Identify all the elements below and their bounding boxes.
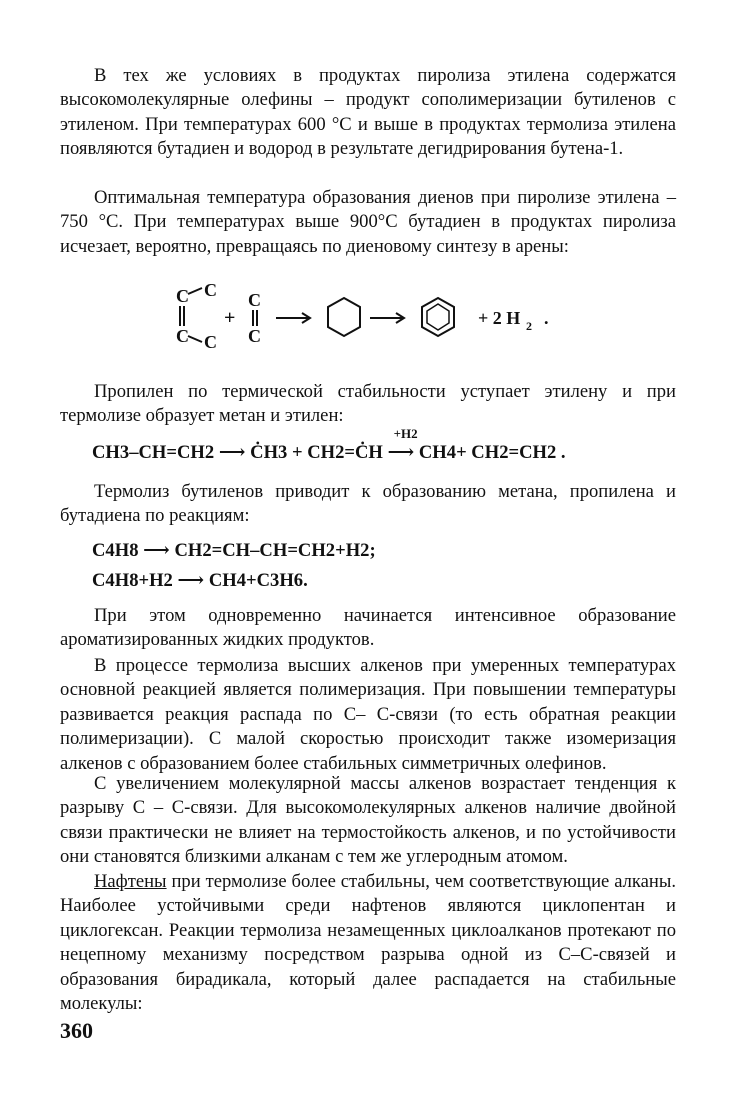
paragraph-2: Оптимальная температура образования диенов при пиролизе этилена – 750 °С. При температурах выше 900°С бутадиен в продуктах пиролиза исчезает, вероятно, превращаясь по диеновому синтезу в арены: (60, 187, 676, 257)
eq1-right: CH4+ CH2=CH2 . (418, 442, 566, 463)
paragraph-3: Пропилен по термической стабильности уступает этилену и при термолизе образует метан и этилен: (60, 381, 676, 427)
eq1-arrow-with-condition (387, 426, 418, 464)
equation-3 (92, 570, 308, 592)
equation-1 (92, 426, 566, 464)
eq2-left: C4H8 (92, 540, 139, 561)
eq3-right: CH4+C3H6. (208, 570, 308, 591)
arrow-icon: ⟶ (218, 442, 251, 463)
scheme-product: + 2 H (478, 308, 521, 328)
eq1-left: CH3–CH=CH2 (92, 442, 215, 463)
arrow-icon: ⟶ (177, 570, 209, 591)
arrow-icon: ⟶ (387, 442, 415, 463)
equation-2 (92, 540, 376, 562)
paragraph-1: В тех же условиях в продуктах пиролиза этилена содержатся высокомолекулярные олефины – продукт сополимеризации бутиленов с этиленом. При температурах 600 °С и выше в продуктах термолиза этилена появляются бутадиен и водород в результате дегидрирования бутена-1. (60, 65, 676, 160)
scheme-c4: C (204, 332, 217, 352)
arrow-icon: ⟶ (143, 540, 175, 561)
paragraph-6: В процессе термолиза высших алкенов при умеренных температурах основной реакцией является полимеризация. При повышении температуры развивается реакция распада по С– С-связи (то есть обратная реакции полимеризации). С малой скоростью происходит также изомеризация алкенов с образованием более стабильных симметричных олефинов. (60, 655, 676, 774)
scheme-c2: C (204, 284, 217, 300)
eq2-right: CH2=CH–CH=CH2+H2; (174, 540, 376, 561)
naphthenes-term: Нафтены (94, 871, 167, 892)
scheme-c6: C (248, 326, 261, 346)
scheme-plus: + (224, 307, 236, 329)
page-number: 360 (60, 1018, 93, 1043)
paragraph-8-text: при термолизе более стабильны, чем соответствующие алканы. Наиболее устойчивыми среди нафтенов являются циклопентан и циклогексан. Реакции термолиза незамещенных циклоалканов протекают по нецепному механизму посредством разрыва одной из С–С-связей и образования бирадикала, который далее распадается на стабильные молекулы: (60, 871, 676, 1015)
paragraph-4: Термолиз бутиленов приводит к образованию метана, пропилена и бутадиена по реакциям: (60, 481, 676, 527)
eq1-condition: +H2 (393, 426, 418, 441)
paragraph-7: С увеличением молекулярной массы алкенов возрастает тенденция к разрыву С – С-связи. Для высокомолекулярных алкенов наличие двойной связи практически не влияет на термостойкость алкенов, и по устойчивости они становятся близкими алканам с тем же углеродным атомом. (60, 773, 676, 868)
diene-synthesis-scheme (160, 284, 580, 356)
scheme-c5: C (248, 290, 261, 310)
scheme-c3: C (176, 326, 189, 346)
scheme-c1: C (176, 286, 189, 306)
paragraph-5: При этом одновременно начинается интенсивное образование ароматизированных жидких продуктов. (60, 605, 676, 651)
eq1-mid: ĊH3 + CH2=ĊH (250, 442, 383, 463)
scheme-h2-sub: 2 (526, 319, 532, 333)
eq3-left: C4H8+H2 (92, 570, 173, 591)
scheme-dot: . (544, 308, 549, 328)
paragraph-8 (60, 870, 676, 1016)
